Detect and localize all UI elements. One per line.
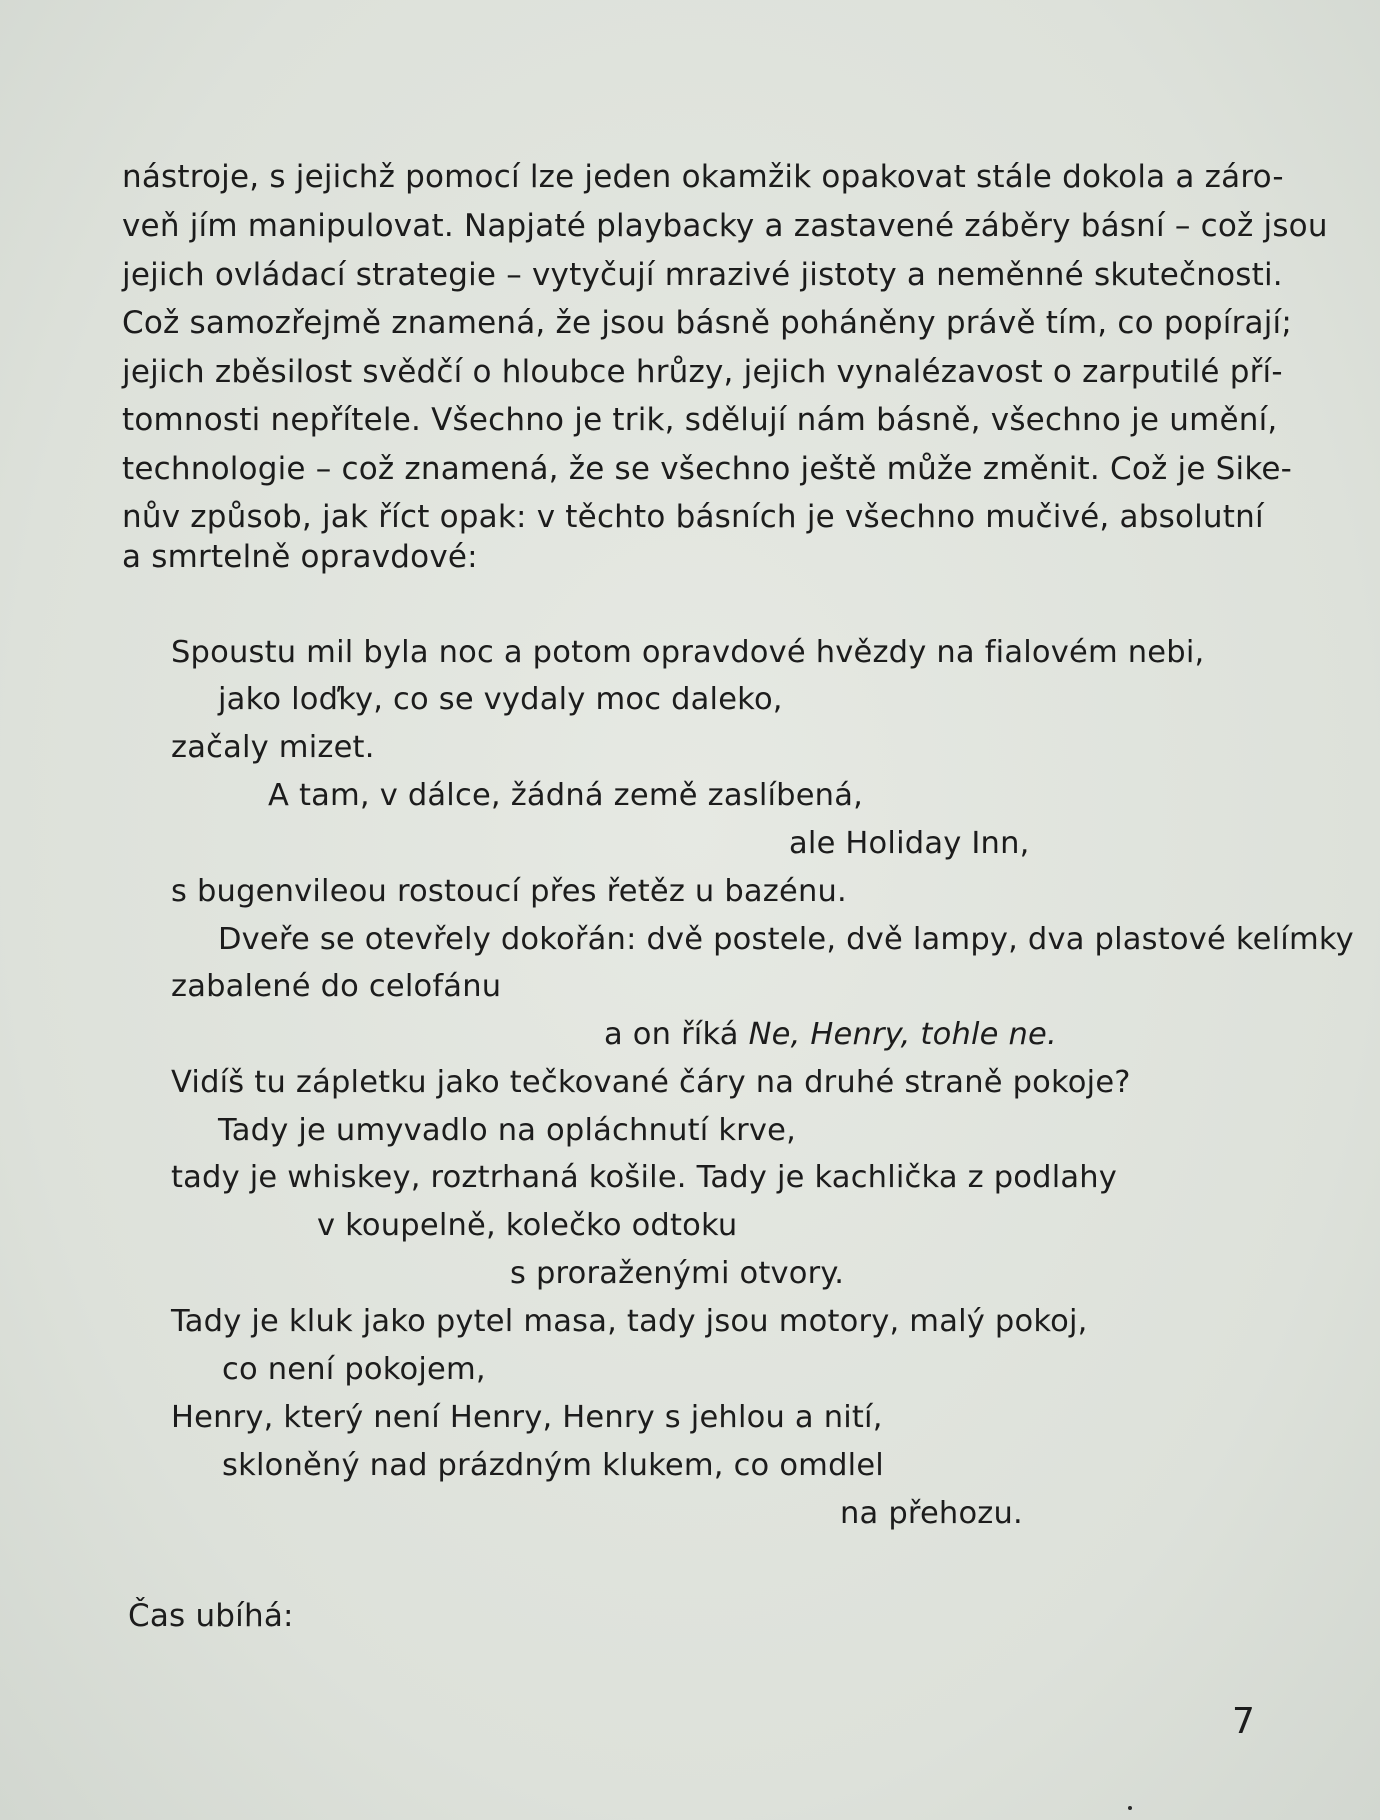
- print-speck: [1128, 1806, 1132, 1810]
- prose-line: Což samozřejmě znamená, že jsou básně poháněny právě tím, co popírají;: [122, 305, 1292, 341]
- poem-line: [604, 1015, 1057, 1055]
- poem-line: ale Holiday Inn,: [789, 826, 1030, 861]
- poem-line: Dveře se otevřely dokořán: dvě postele, dvě lampy, dva plastové kelímky: [218, 922, 1354, 957]
- prose-line: jejich ovládací strategie – vytyčují mrazivé jistoty a neměnné skutečnosti.: [122, 257, 1283, 293]
- poem-line: s bugenvileou rostoucí přes řetěz u bazénu.: [171, 874, 847, 909]
- prose-line: jejich zběsilost svědčí o hloubce hrůzy, jejich vynalézavost o zarputilé pří-: [122, 354, 1283, 390]
- poem-line: A tam, v dálce, žádná země zaslíbená,: [268, 778, 864, 813]
- poem-line: skloněný nad prázdným klukem, co omdlel: [222, 1448, 884, 1483]
- poem-line-italic: Ne, Henry, tohle ne.: [748, 1017, 1057, 1052]
- poem-line: zabalené do celofánu: [171, 969, 502, 1004]
- prose-line: a smrtelně opravdové:: [122, 539, 478, 575]
- poem-line: co není pokojem,: [222, 1352, 486, 1387]
- poem-line: tady je whiskey, roztrhaná košile. Tady je kachlička z podlahy: [171, 1160, 1118, 1195]
- poem-line: Tady je umyvadlo na opláchnutí krve,: [218, 1113, 797, 1148]
- poem-line: Vidíš tu zápletku jako tečkované čáry na druhé straně pokoje?: [171, 1065, 1131, 1100]
- poem-line: s proraženými otvory.: [510, 1256, 845, 1291]
- poem-line-text: a on říká: [604, 1017, 749, 1052]
- poem-line: na přehozu.: [840, 1496, 1023, 1531]
- poem-line: začaly mizet.: [171, 730, 375, 765]
- poem-line: Tady je kluk jako pytel masa, tady jsou motory, malý pokoj,: [171, 1304, 1088, 1339]
- page-number: 7: [1232, 1701, 1255, 1742]
- poem-line: Spoustu mil byla noc a potom opravdové hvězdy na fialovém nebi,: [171, 635, 1205, 670]
- prose-line: technologie – což znamená, že se všechno ještě může změnit. Což je Sike-: [122, 451, 1293, 487]
- poem-line: v koupelně, kolečko odtoku: [317, 1208, 738, 1243]
- closing-line: Čas ubíhá:: [128, 1598, 294, 1634]
- poem-line: Henry, který není Henry, Henry s jehlou a nití,: [171, 1400, 883, 1435]
- poem-line: jako loďky, co se vydaly moc daleko,: [218, 682, 783, 717]
- prose-line: tomnosti nepřítele. Všechno je trik, sdělují nám básně, všechno je umění,: [122, 402, 1278, 438]
- prose-line: nástroje, s jejichž pomocí lze jeden okamžik opakovat stále dokola a záro-: [122, 159, 1284, 195]
- prose-line: veň jím manipulovat. Napjaté playbacky a zastavené záběry básní – což jsou: [122, 208, 1328, 244]
- prose-line: nův způsob, jak říct opak: v těchto básních je všechno mučivé, absolutní: [122, 499, 1264, 535]
